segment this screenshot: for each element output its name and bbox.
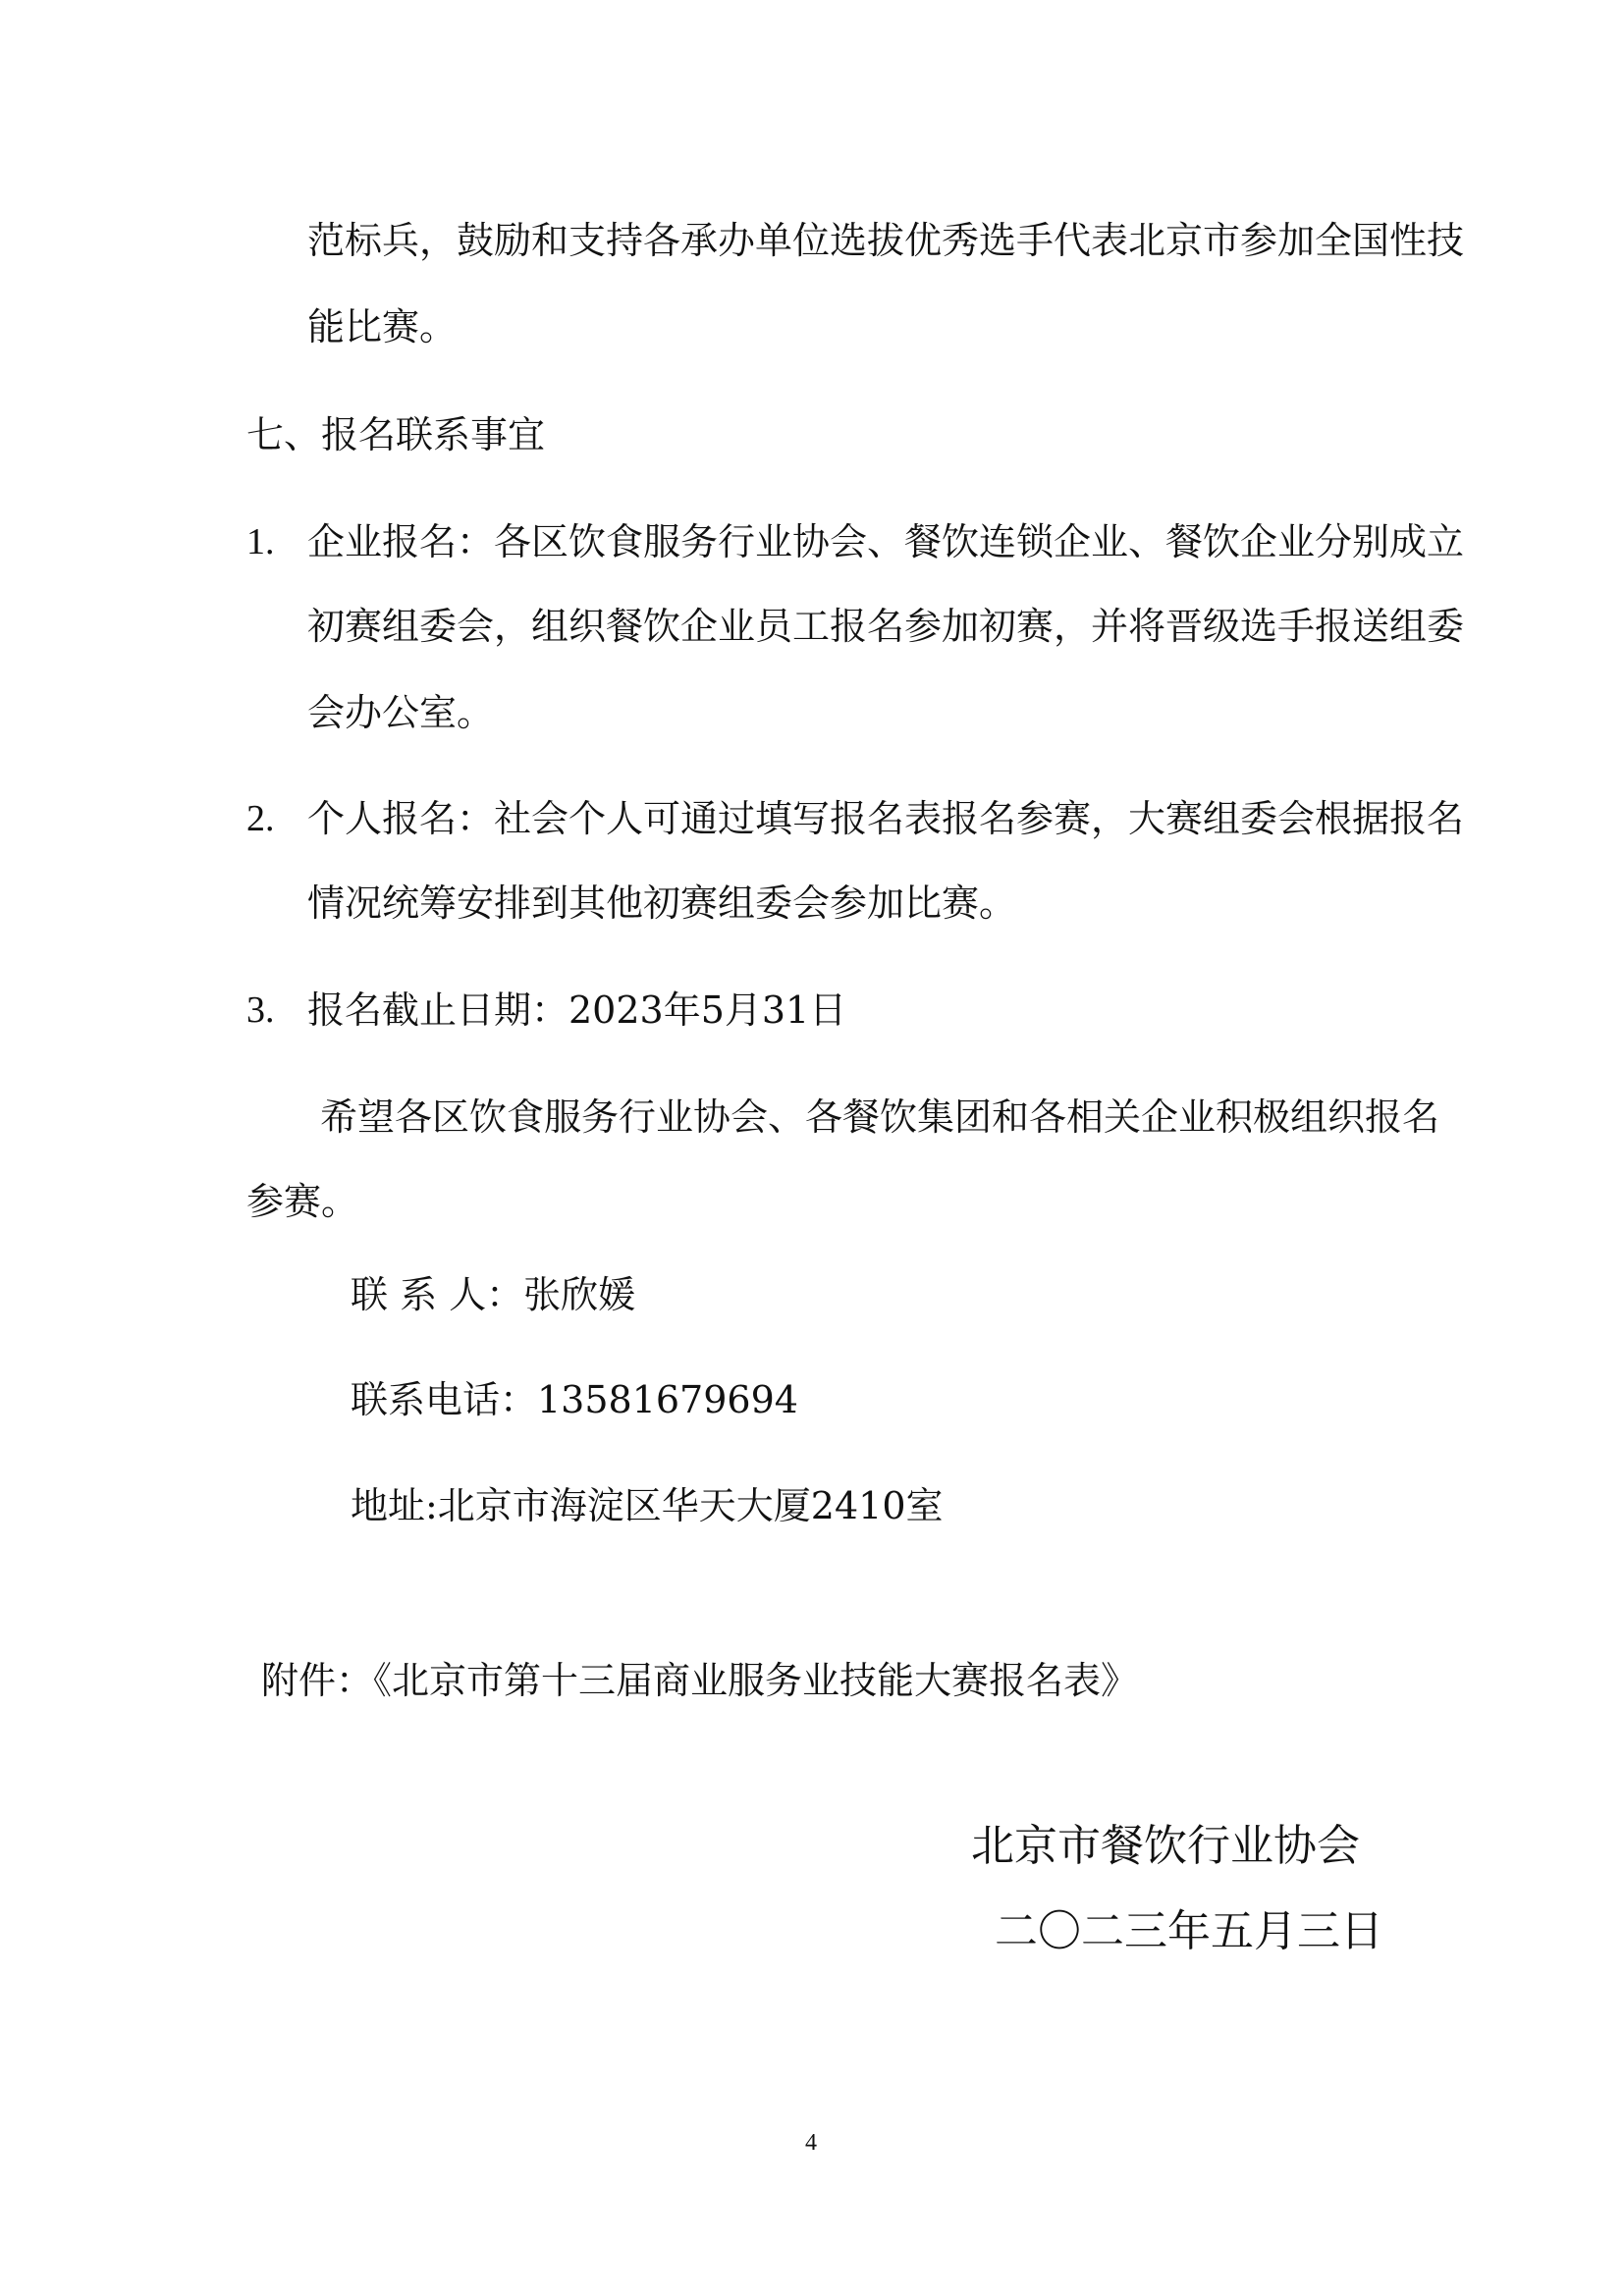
appeal-line-2: 参赛。: [246, 1180, 359, 1223]
continuation-line-2: 能比赛。: [307, 305, 458, 348]
list-item-number: 1.: [246, 521, 275, 562]
list-item-line: 企业报名：各区饮食服务行业协会、餐饮连锁企业、餐饮企业分别成立: [307, 520, 1465, 563]
list-item-line: 会办公室。: [307, 691, 495, 734]
list-item-line: 初赛组委会，组织餐饮企业员工报名参加初赛，并将晋级选手报送组委: [307, 605, 1465, 648]
section-heading: 七、报名联系事宜: [246, 413, 546, 456]
continuation-line-1: 范标兵，鼓励和支持各承办单位选拔优秀选手代表北京市参加全国性技: [307, 219, 1465, 262]
contact-phone: 联系电话：13581679694: [351, 1378, 798, 1421]
contact-person: 联 系 人：张欣媛: [351, 1273, 636, 1316]
page-number: 4: [805, 2130, 817, 2156]
list-item-line: 个人报名：社会个人可通过填写报名表报名参赛，大赛组委会根据报名: [307, 797, 1465, 840]
signature-org: 北京市餐饮行业协会: [971, 1821, 1360, 1871]
list-item-line: 报名截止日期：2023年5月31日: [307, 988, 847, 1032]
list-item-number: 2.: [246, 798, 275, 839]
list-item-number: 3.: [246, 989, 275, 1031]
attachment-line: 附件：《北京市第十三届商业服务业技能大赛报名表》: [261, 1659, 1139, 1702]
appeal-line-1: 希望各区饮食服务行业协会、各餐饮集团和各相关企业积极组织报名: [320, 1095, 1440, 1139]
list-item-line: 情况统筹安排到其他初赛组委会参加比赛。: [307, 881, 1017, 925]
contact-address: 地址:北京市海淀区华天大厦2410室: [351, 1484, 944, 1527]
signature-date: 二〇二三年五月三日: [995, 1906, 1383, 1956]
